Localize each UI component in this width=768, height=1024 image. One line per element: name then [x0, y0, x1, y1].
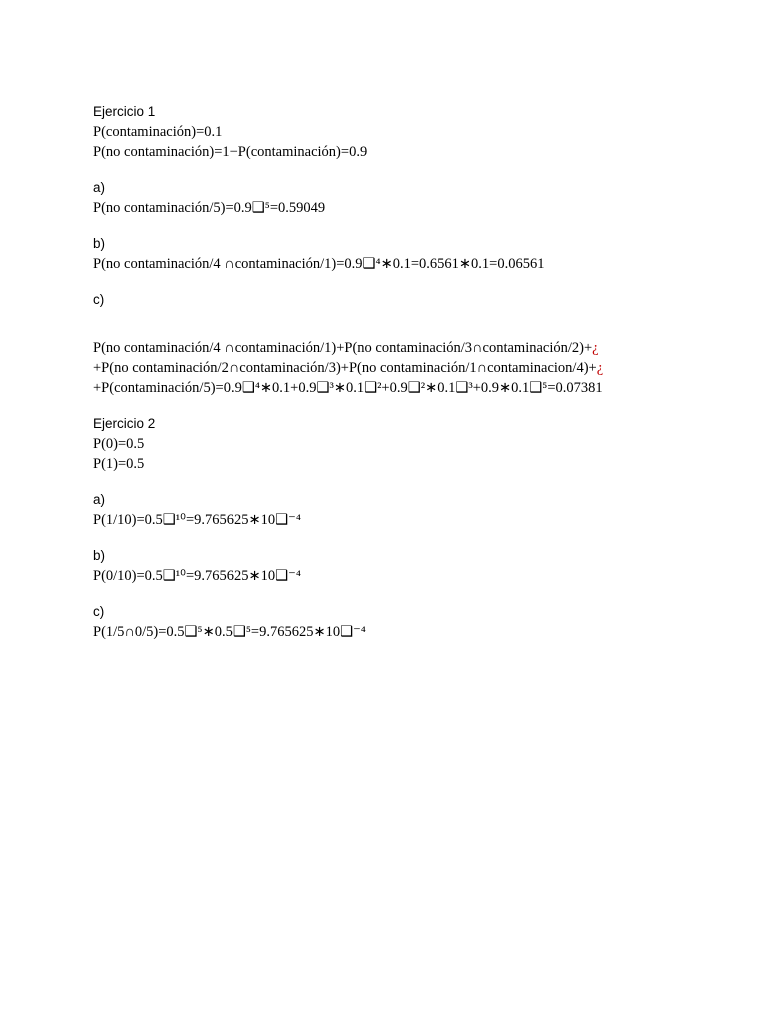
ejercicio1-c-equation-line-1 [93, 338, 733, 358]
ejercicio1-a-label: a) [93, 180, 106, 195]
continuation-mark: ¿ [596, 360, 604, 376]
ejercicio1-a-equation: P(no contaminación/5)=0.9❑⁵=0.59049 [93, 200, 326, 216]
ejercicio1-c-equation-line-3: +P(contaminación/5)=0.9❑⁴∗0.1+0.9❑³∗0.1❑²+0.9❑²∗0.1❑³+0.9∗0.1❑⁵=0.07381 [93, 380, 603, 396]
ejercicio1-c-equation-line-2 [93, 358, 733, 378]
document-page [93, 102, 733, 642]
ejercicio2-a-label: a) [93, 492, 106, 507]
ejercicio2-title: Ejercicio 2 [93, 416, 156, 431]
ejercicio2-b-equation: P(0/10)=0.5❑¹⁰=9.765625∗10❑⁻⁴ [93, 568, 301, 584]
ejercicio1-given-1: P(contaminación)=0.1 [93, 124, 223, 140]
equation-text: +P(no contaminación/2∩contaminación/3)+P(no contaminación/1∩contaminacion/4)+ [93, 360, 597, 376]
ejercicio1-given-2: P(no contaminación)=1−P(contaminación)=0.9 [93, 144, 368, 160]
equation-text: P(no contaminación/4 ∩contaminación/1)+P(no contaminación/3∩contaminación/2)+ [93, 340, 593, 356]
ejercicio2-b-label: b) [93, 548, 106, 563]
ejercicio2-c-equation: P(1/5∩0/5)=0.5❑⁵∗0.5❑⁵=9.765625∗10❑⁻⁴ [93, 624, 366, 640]
ejercicio1-c-label: c) [93, 292, 105, 307]
ejercicio2-given-1: P(0)=0.5 [93, 436, 145, 452]
ejercicio2-a-equation: P(1/10)=0.5❑¹⁰=9.765625∗10❑⁻⁴ [93, 512, 301, 528]
ejercicio2-given-2: P(1)=0.5 [93, 456, 145, 472]
ejercicio2-c-label: c) [93, 604, 105, 619]
continuation-mark: ¿ [592, 340, 599, 356]
ejercicio1-b-label: b) [93, 236, 106, 251]
ejercicio1-b-equation: P(no contaminación/4 ∩contaminación/1)=0.9❑⁴∗0.1=0.6561∗0.1=0.06561 [93, 256, 545, 272]
ejercicio1-title: Ejercicio 1 [93, 104, 156, 119]
